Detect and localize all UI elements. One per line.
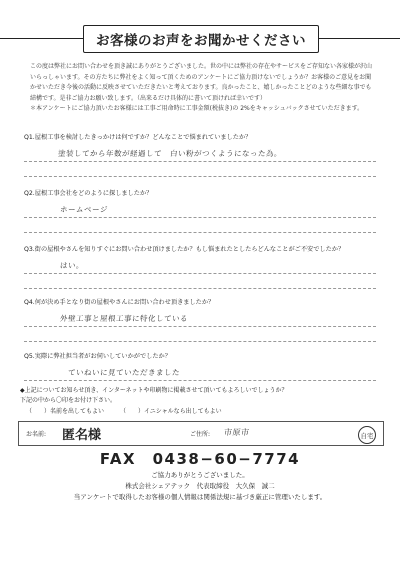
fax-number: FAX 0438−60−7774 [99, 450, 301, 468]
answer-line [24, 288, 376, 289]
page-title: お客様のお声をお聞かせください [83, 25, 319, 53]
answer-5: ていねいに見ていただきました [67, 368, 181, 377]
name-label: お名前: [26, 431, 47, 438]
question-2: Q2.屋根工事会社をどのように探しましたか？ [24, 190, 153, 197]
thanks-text: ご協力ありがとうございました。 [151, 471, 249, 479]
option-name: （ ）名前を出してもよい [26, 408, 105, 415]
privacy-note: 当アンケートで取得したお客様の個人情報は関係法規に基づき厳正に管理いたします。 [73, 493, 327, 501]
home-stamp: 自宅 [358, 426, 376, 444]
answer-line [24, 217, 376, 218]
consent-text: ◆上記についてお知らせ頂き、インターネットや印刷物に掲載させて頂いてもよろしいでしょうか？ [20, 387, 288, 394]
answer-line [24, 341, 376, 342]
answer-line [24, 326, 376, 327]
company-name: 株式会社シェアテック 代表取締役 大久保 誠二 [125, 482, 275, 490]
answer-1: 塗装してから年数が経過して 白い粉がつくようになった為。 [57, 149, 283, 158]
option-initial: （ ）イニシャルなら出してもよい [120, 408, 222, 415]
answer-4: 外壁工事と屋根工事に特化している [59, 314, 189, 323]
answer-line [24, 273, 376, 274]
address-label: ご住所: [190, 431, 211, 438]
name-value: 匿名様 [62, 428, 102, 443]
answer-line [24, 380, 376, 381]
answer-3: はい。 [59, 261, 85, 270]
intro-text [30, 62, 375, 115]
question-3: Q3.街の屋根やさんを知りすぐにお問い合わせ頂けましたか？もし悩まれたとしたらどんなことがご不安でしたか？ [24, 246, 345, 253]
answer-line [24, 176, 376, 177]
consent-instruction: 下記の中から〇印をお付け下さい。 [20, 397, 117, 404]
answer-line [24, 232, 376, 233]
intro-body: この度は弊社にお問い合わせを頂き誠にありがとうございました。世の中には弊社の存在やサービスをご存知ない各家様が沢山いらっしゃいます。その方たちに弊社をよく知って頂くためのアンケートにご協力頂けないでしょうか？お客様のご意見をお聞かせいただき今後の活動に反映させていただきたいと考えております。良かったこと、嬉しかったことどのような些細な事でも結構です。是非ご協力お願い致します。（出来るだけ具体的に書いて頂ければ幸いです） [30, 63, 373, 102]
question-5: Q5.実際に弊社担当者がお伺いしていかがでしたか？ [24, 353, 171, 360]
question-1: Q1.屋根工事を検討したきっかけは何ですか？どんなことで悩まれていましたか？ [24, 134, 252, 141]
question-4: Q4.何が決め手となり街の屋根やさんにお問い合わせ頂きましたか？ [24, 299, 215, 306]
address-value: 市原市 [223, 428, 250, 437]
answer-2: ホームページ [59, 205, 109, 214]
intro-note: ＊本アンケートにご協力頂いたお客様には工事ご用命時に工事金額(税抜き)の 2%をキャッシュバックさせていただきます。 [30, 105, 364, 113]
answer-line [24, 161, 376, 162]
